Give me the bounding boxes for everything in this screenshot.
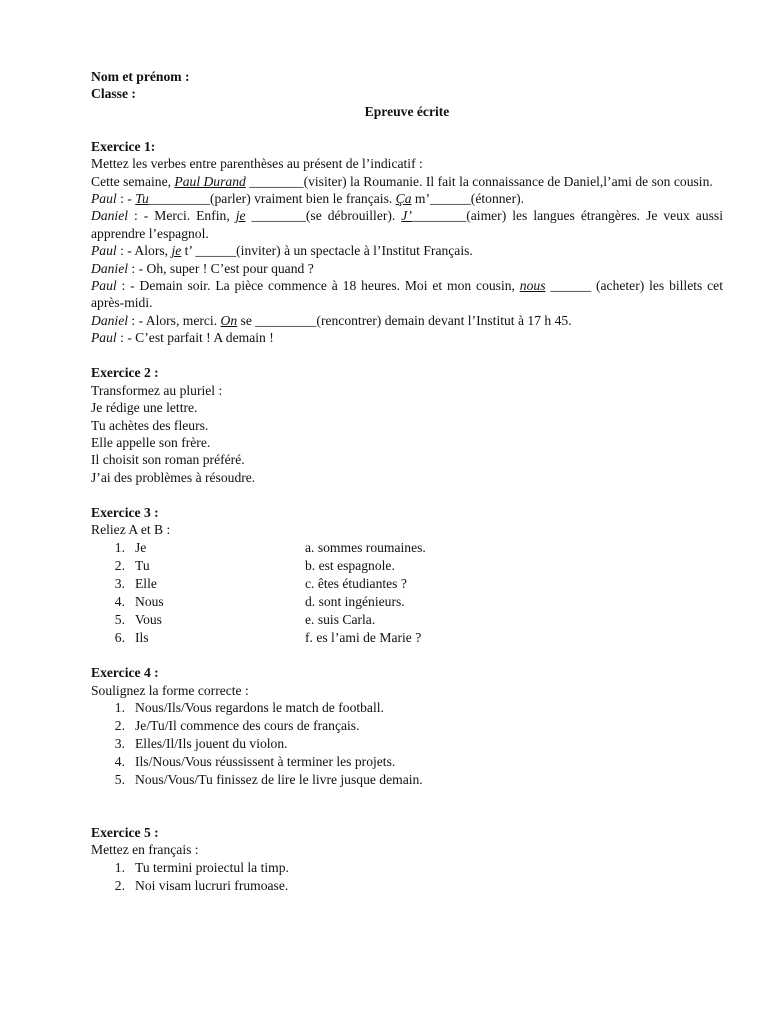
speaker-paul: Paul — [91, 191, 117, 207]
subject-paul-durand: Paul Durand — [174, 173, 246, 189]
list-item: Elle appelle son frère. — [91, 434, 211, 450]
dialogue-line: Daniel : - Oh, super ! C’est pour quand ? — [91, 260, 314, 276]
list-item: 5. Nous/Vous/Tu finissez de lire le livre jusque demain. — [114, 771, 423, 787]
exercise-4-title: Exercice 4 : — [91, 665, 159, 681]
list-item: Tu achètes des fleurs. — [91, 417, 209, 433]
dialogue-line: Daniel : - Merci. Enfin, je ________(se débrouiller). J’________(aimer) les langues étrangères. Je veux aussi apprendre l’espagnol. — [91, 208, 723, 241]
class-label: Classe : — [91, 86, 136, 102]
list-item: 1. Tu termini proiectul la timp. — [114, 859, 289, 875]
dialogue-line: Paul : - Tu_________(parler) vraiment bien le français. Ça m’______(étonner). — [91, 191, 525, 207]
exercise-2 — [91, 364, 723, 486]
match-row: 5. Vous e. suis Carla. — [114, 611, 376, 627]
match-row: 2. Tu b. est espagnole. — [114, 557, 395, 573]
exercise-1 — [91, 138, 723, 347]
match-row: 3. Elle c. êtes étudiantes ? — [114, 575, 407, 591]
speaker-paul: Paul — [91, 330, 117, 346]
speaker-daniel: Daniel — [91, 260, 128, 276]
exercise-5 — [91, 824, 723, 895]
exercise-3-instruction: Reliez A et B : — [91, 522, 171, 538]
match-row: 4. Nous d. sont ingénieurs. — [114, 593, 405, 609]
list-item: J’ai des problèmes à résoudre. — [91, 469, 256, 485]
exercise-2-instruction: Transformez au pluriel : — [91, 382, 223, 398]
worksheet-page — [91, 68, 723, 895]
exercise-4-instruction: Soulignez la forme correcte : — [91, 682, 249, 698]
exercise-5-instruction: Mettez en français : — [91, 842, 199, 858]
exercise-1-title: Exercice 1: — [91, 138, 156, 154]
list-item: 4. Ils/Nous/Vous réussissent à terminer les projets. — [114, 753, 396, 769]
exercise-4 — [91, 664, 723, 789]
exercise-1-instruction: Mettez les verbes entre parenthèses au présent de l’indicatif : — [91, 156, 423, 172]
match-row: 1. Je a. sommes roumaines. — [114, 539, 426, 555]
list-item: Il choisit son roman préféré. — [91, 452, 245, 468]
list-item: 2. Noi visam lucruri frumoase. — [114, 877, 289, 893]
speaker-daniel: Daniel — [91, 312, 128, 328]
dialogue-line: Paul : - C’est parfait ! A demain ! — [91, 330, 274, 346]
list-item: 1. Nous/Ils/Vous regardons le match de football. — [114, 699, 384, 715]
exercise-5-title: Exercice 5 : — [91, 824, 159, 840]
match-row: 6. Ils f. es l’ami de Marie ? — [114, 629, 422, 645]
page-title: Epreuve écrite — [364, 103, 450, 119]
dialogue-line: Paul : - Demain soir. La pièce commence à 18 heures. Moi et mon cousin, nous ______ (acheter) les billets cet après-midi. — [91, 278, 723, 311]
exercise-2-title: Exercice 2 : — [91, 365, 159, 381]
dialogue-line: Daniel : - Alors, merci. On se _________(rencontrer) demain devant l’Institut à 17 h 45. — [91, 312, 572, 328]
exercise-1-intro: Cette semaine, Paul Durand ________(visiter) la Roumanie. Il fait la connaissance de Daniel,l’ami de son cousin. — [91, 173, 713, 189]
list-item: Je rédige une lettre. — [91, 400, 198, 416]
list-item: 2. Je/Tu/Il commence des cours de français. — [114, 717, 360, 733]
speaker-paul: Paul — [91, 278, 117, 294]
dialogue-line: Paul : - Alors, je t’ ______(inviter) à un spectacle à l’Institut Français. — [91, 243, 473, 259]
exercise-3-title: Exercice 3 : — [91, 504, 159, 520]
speaker-paul: Paul — [91, 243, 117, 259]
exercise-3 — [91, 504, 723, 647]
list-item: 3. Elles/Il/Ils jouent du violon. — [114, 735, 288, 751]
speaker-daniel: Daniel — [91, 208, 128, 224]
name-label: Nom et prénom : — [91, 69, 190, 84]
